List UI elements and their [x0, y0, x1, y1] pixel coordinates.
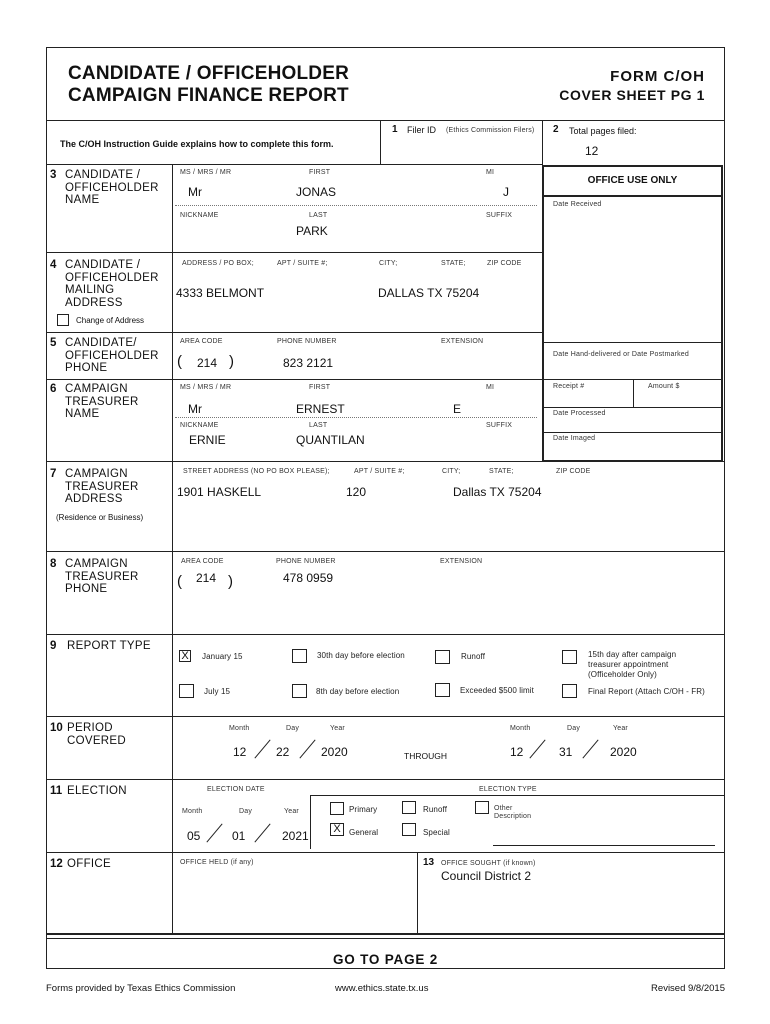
footer-revised: Revised 9/8/2015 [651, 983, 725, 994]
filer-id-label: Filer ID [407, 125, 436, 135]
section-number: 9 [50, 640, 57, 652]
filer-id-number: 1 [392, 124, 398, 135]
election-month-field[interactable]: 05 [187, 829, 201, 843]
section-label: ELECTION [67, 785, 127, 797]
column-label: STATE; [441, 260, 466, 267]
column-label: Month [182, 808, 203, 815]
election-day-field[interactable]: 01 [232, 829, 246, 843]
period-from-year-field[interactable]: 2020 [321, 745, 348, 759]
divider [46, 551, 725, 552]
divider [542, 195, 723, 197]
column-label: NICKNAME [180, 422, 219, 429]
divider [46, 461, 725, 462]
go-to-page-2: GO TO PAGE 2 [332, 952, 439, 967]
election-other-checkbox[interactable] [475, 801, 489, 814]
report-type-runoff-checkbox[interactable] [435, 650, 450, 664]
office-use-box [542, 165, 723, 462]
instruction-text: The C/OH Instruction Guide explains how to complete this form. [60, 139, 334, 149]
period-to-day-field[interactable]: 31 [559, 745, 573, 759]
column-label: Year [330, 725, 345, 732]
treasurer-nickname-field[interactable]: ERNIE [189, 433, 226, 447]
column-label: ZIP CODE [556, 468, 591, 475]
election-runoff-checkbox[interactable] [402, 801, 416, 814]
treasurer-phone-field[interactable]: 478 0959 [283, 571, 334, 585]
divider [175, 417, 537, 418]
divider [46, 164, 543, 165]
divider [310, 795, 725, 796]
divider [46, 379, 543, 380]
candidate-area-code-field[interactable]: 214 [197, 356, 218, 370]
divider [542, 120, 543, 165]
divider [633, 379, 634, 407]
election-type-option: General [349, 828, 379, 837]
report-type-15th-day-checkbox[interactable] [562, 650, 577, 664]
divider [310, 795, 311, 849]
section-label: REPORT TYPE [67, 640, 151, 652]
divider [175, 205, 537, 206]
report-type-july-15-checkbox[interactable] [179, 684, 194, 698]
column-label: Year [613, 725, 628, 732]
section-label: OFFICE [67, 858, 111, 870]
treasurer-apt-field[interactable]: 120 [346, 485, 367, 499]
divider [46, 938, 725, 939]
treasurer-area-code-field[interactable]: 214 [196, 571, 217, 585]
total-pages-label: Total pages filed: [569, 126, 637, 136]
column-label: FIRST [309, 384, 331, 391]
section-number: 13 [423, 857, 435, 868]
section-number: 7 [50, 468, 57, 480]
divider [172, 164, 173, 934]
cover-sheet-label: COVER SHEET PG 1 [559, 87, 705, 103]
divider [46, 332, 543, 333]
section-number: 12 [50, 858, 63, 870]
period-to-year-field[interactable]: 2020 [610, 745, 637, 759]
election-type-option: Special [423, 828, 450, 837]
paren-open: ( [177, 573, 182, 590]
election-type-option: Primary [349, 805, 378, 814]
column-label: LAST [309, 422, 328, 429]
period-from-month-field[interactable]: 12 [233, 745, 247, 759]
change-of-address-checkbox[interactable] [57, 314, 69, 326]
section-number: 11 [50, 785, 63, 797]
section-number: 5 [50, 337, 57, 349]
paren-close: ) [229, 353, 234, 370]
date-received-label: Date Received [553, 201, 602, 208]
column-label: AREA CODE [180, 338, 223, 345]
office-sought-label: OFFICE SOUGHT (if known) [441, 860, 536, 867]
report-type-label: Final Report (Attach C/OH - FR) [588, 687, 705, 696]
change-of-address-label: Change of Address [76, 316, 145, 325]
column-label: Day [286, 725, 300, 732]
candidate-mi-field[interactable]: J [503, 185, 509, 199]
period-from-day-field[interactable]: 22 [276, 745, 290, 759]
divider [46, 120, 725, 121]
section-label: CAMPAIGN TREASURER ADDRESS [65, 468, 139, 505]
report-type-label: Runoff [461, 652, 486, 661]
section-number: 6 [50, 383, 57, 395]
report-type-exceeded-checkbox[interactable] [435, 683, 450, 697]
report-type-label: Exceeded $500 limit [460, 686, 534, 695]
column-label: ZIP CODE [487, 260, 522, 267]
column-label: Month [229, 725, 250, 732]
filer-id-field[interactable] [384, 140, 538, 154]
section-label: CANDIDATE/ OFFICEHOLDER PHONE [65, 337, 159, 374]
form-title-line2: CAMPAIGN FINANCE REPORT [68, 85, 349, 106]
section-number: 3 [50, 169, 57, 181]
report-type-label: 30th day before election [317, 651, 405, 660]
column-label: AREA CODE [181, 558, 224, 565]
divider [542, 432, 723, 433]
office-use-title: OFFICE USE ONLY [587, 175, 678, 186]
divider [380, 120, 381, 164]
column-label: PHONE NUMBER [276, 558, 336, 565]
footer-provided-by: Forms provided by Texas Ethics Commission [46, 983, 236, 994]
divider [542, 407, 723, 408]
column-label: Day [239, 808, 253, 815]
election-special-checkbox[interactable] [402, 823, 416, 836]
office-sought-field[interactable]: Council District 2 [441, 869, 532, 883]
other-description-line [493, 845, 715, 846]
date-hand-delivered-label: Date Hand-delivered or Date Postmarked [553, 351, 689, 358]
report-type-january-15-checkbox[interactable]: X [179, 650, 191, 662]
column-label: FIRST [309, 169, 331, 176]
section-label: CANDIDATE / OFFICEHOLDER MAILING ADDRESS [65, 259, 159, 309]
column-label: STREET ADDRESS (NO PO BOX PLEASE); [183, 468, 330, 475]
election-type-option: Other Description [494, 805, 532, 820]
candidate-street-field[interactable]: 4333 BELMONT [176, 286, 265, 300]
section-label: PERIOD COVERED [67, 722, 126, 747]
report-type-label: 15th day after campaign treasurer appointment (Officeholder Only) [588, 650, 677, 679]
date-imaged-label: Date Imaged [553, 435, 596, 442]
treasurer-last-name-field[interactable]: QUANTILAN [296, 433, 365, 447]
divider [46, 779, 725, 780]
section-number: 10 [50, 722, 63, 734]
total-pages-number: 2 [553, 124, 559, 135]
period-to-month-field[interactable]: 12 [510, 745, 524, 759]
candidate-phone-field[interactable]: 823 2121 [283, 356, 334, 370]
election-primary-checkbox[interactable] [330, 802, 344, 815]
report-type-30th-day-checkbox[interactable] [292, 649, 307, 663]
office-held-field[interactable] [176, 870, 414, 928]
election-year-field[interactable]: 2021 [282, 829, 309, 843]
divider [46, 852, 725, 853]
report-type-label: July 15 [204, 687, 231, 696]
section-number: 4 [50, 259, 57, 271]
treasurer-mi-field[interactable]: E [453, 402, 462, 416]
total-pages-field[interactable]: 12 [585, 144, 599, 158]
column-label: APT / SUITE #; [354, 468, 405, 475]
residence-note: (Residence or Business) [56, 513, 144, 522]
column-label: SUFFIX [486, 212, 513, 219]
report-type-label: 8th day before election [316, 687, 400, 696]
footer-website[interactable]: www.ethics.state.tx.us [335, 983, 429, 994]
column-label: Day [567, 725, 581, 732]
column-label: EXTENSION [441, 338, 484, 345]
divider [46, 634, 725, 635]
form-id: FORM C/OH [610, 68, 705, 85]
candidate-city-state-zip-field[interactable]: DALLAS TX 75204 [378, 286, 480, 300]
section-label: CAMPAIGN TREASURER PHONE [65, 558, 139, 595]
section-label: CANDIDATE / OFFICEHOLDER NAME [65, 169, 159, 206]
report-type-label: January 15 [202, 652, 243, 661]
election-type-option: Runoff [423, 805, 448, 814]
column-label: Year [284, 808, 299, 815]
date-processed-label: Date Processed [553, 410, 606, 417]
column-label: SUFFIX [486, 422, 513, 429]
receipt-label: Receipt # [553, 383, 585, 390]
form-title-line1: CANDIDATE / OFFICEHOLDER [68, 63, 349, 84]
column-label: Month [510, 725, 531, 732]
column-label: MI [486, 169, 495, 176]
candidate-prefix-field[interactable]: Mr [188, 185, 202, 199]
candidate-last-name-field[interactable]: PARK [296, 224, 328, 238]
candidate-first-name-field[interactable]: JONAS [296, 185, 337, 199]
paren-open: ( [177, 353, 182, 370]
divider [46, 933, 725, 935]
column-label: CITY; [379, 260, 398, 267]
section-label: CAMPAIGN TREASURER NAME [65, 383, 139, 420]
election-type-label: ELECTION TYPE [479, 786, 537, 793]
election-general-checkbox[interactable]: X [330, 823, 344, 836]
divider [46, 716, 725, 717]
report-type-8th-day-checkbox[interactable] [292, 684, 307, 698]
election-date-label: ELECTION DATE [207, 786, 265, 793]
column-label: NICKNAME [180, 212, 219, 219]
amount-label: Amount $ [648, 383, 680, 390]
office-held-label: OFFICE HELD (if any) [180, 859, 254, 866]
column-label: EXTENSION [440, 558, 483, 565]
column-label: STATE; [489, 468, 514, 475]
treasurer-first-name-field[interactable]: ERNEST [296, 402, 345, 416]
paren-close: ) [228, 573, 233, 590]
column-label: MS / MRS / MR [180, 384, 232, 391]
column-label: PHONE NUMBER [277, 338, 337, 345]
column-label: ADDRESS / PO BOX; [182, 260, 254, 267]
divider [417, 852, 418, 934]
column-label: APT / SUITE #; [277, 260, 328, 267]
report-type-final-report-checkbox[interactable] [562, 684, 577, 698]
divider [46, 252, 543, 253]
section-number: 8 [50, 558, 57, 570]
column-label: CITY; [442, 468, 461, 475]
column-label: MS / MRS / MR [180, 169, 232, 176]
column-label: LAST [309, 212, 328, 219]
filer-id-note: (Ethics Commission Filers) [446, 127, 535, 134]
treasurer-street-field[interactable]: 1901 HASKELL [177, 485, 262, 499]
through-label: THROUGH [404, 751, 447, 761]
divider [542, 342, 723, 343]
treasurer-prefix-field[interactable]: Mr [188, 402, 202, 416]
column-label: MI [486, 384, 495, 391]
treasurer-city-state-zip-field[interactable]: Dallas TX 75204 [453, 485, 542, 499]
